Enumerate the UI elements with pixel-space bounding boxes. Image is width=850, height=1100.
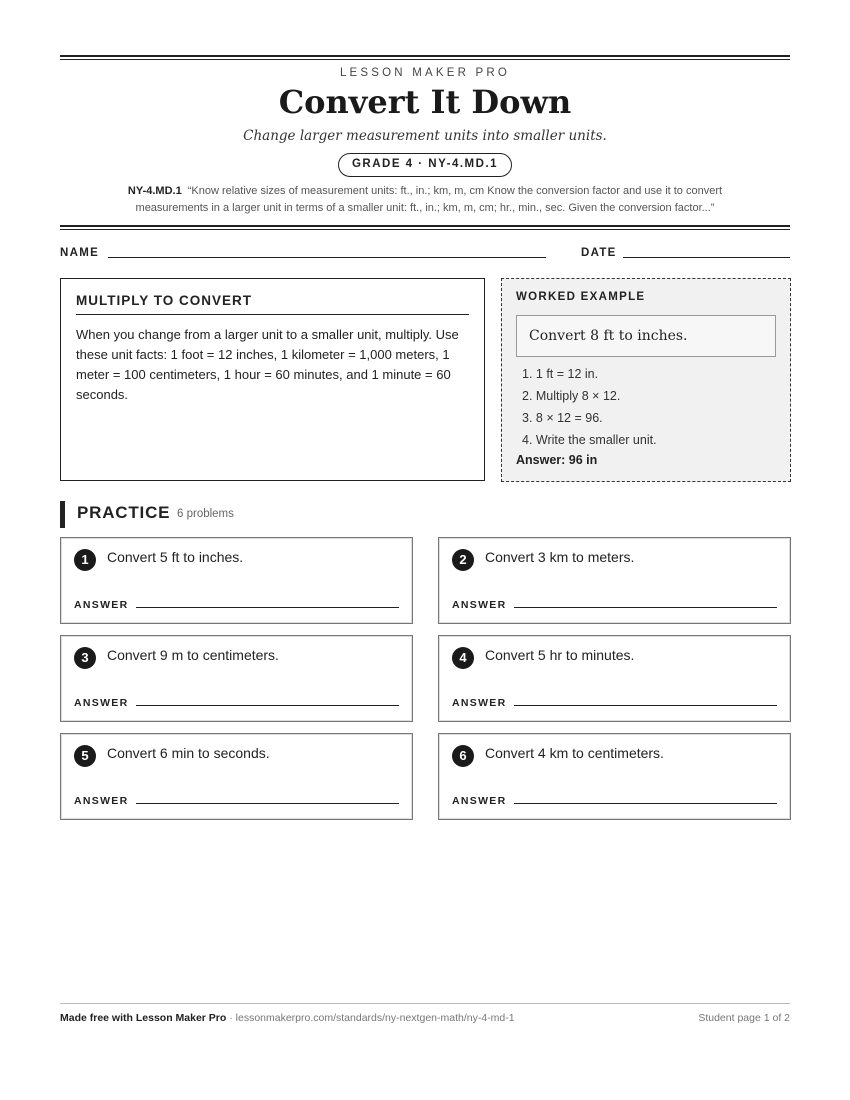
problem-card [438, 537, 791, 624]
answer-label: ANSWER [452, 599, 507, 611]
worked-example-answer: Answer: 96 in [516, 453, 598, 467]
footer-page-number: Student page 1 of 2 [698, 1012, 790, 1024]
answer-label: ANSWER [452, 795, 507, 807]
standard-description [60, 183, 790, 217]
rule-box-text: When you change from a larger unit to a smaller unit, multiply. Use these unit facts: 1 foot = 12 inches, 1 kilometer = 1,000 meters, 1 meter = 100 centimeters, 1 hour = 60 minutes, and 1 minute = 60 seconds. [76, 327, 459, 402]
practice-count: 6 problems [177, 508, 234, 520]
date-label: DATE [581, 247, 617, 259]
answer-field[interactable] [514, 607, 777, 608]
worked-example-step: 4. Write the smaller unit. [522, 433, 657, 447]
worked-example-problem: Convert 8 ft to inches. [516, 315, 776, 357]
page-subtitle: Change larger measurement units into smaller units. [243, 128, 607, 144]
problem-card [60, 733, 413, 820]
answer-field[interactable] [136, 705, 399, 706]
worked-example-step: 2. Multiply 8 × 12. [522, 389, 621, 403]
problem-text: Convert 5 ft to inches. [107, 549, 244, 565]
problem-number: 5 [74, 745, 96, 767]
answer-label: ANSWER [74, 697, 129, 709]
problem-text: Convert 4 km to centimeters. [485, 745, 664, 761]
footer-made-with: Made free with Lesson Maker Pro [60, 1012, 227, 1024]
footer-credit [60, 1012, 515, 1024]
problem-card [438, 733, 791, 820]
practice-heading: PRACTICE [77, 503, 171, 522]
header-bottom-rule [60, 225, 790, 230]
standard-text: “Know relative sizes of measurement units: ft., in.; km, m, cm Know the conversion factor and use it to convert measurements in a larger unit in terms of a smaller unit: ft., in.; km, m, cm; hr., min., sec. Given the conversion factor...” [135, 185, 723, 214]
worked-example-box [501, 278, 791, 482]
worked-example-step: 1. 1 ft = 12 in. [522, 367, 599, 381]
standard-code: NY-4.MD.1 [127, 185, 182, 197]
rule-box-title: MULTIPLY TO CONVERT [76, 293, 469, 315]
answer-label: ANSWER [74, 795, 129, 807]
answer-label: ANSWER [452, 697, 507, 709]
grade-badge: GRADE 4 · NY-4.MD.1 [338, 153, 512, 177]
problem-number: 6 [452, 745, 474, 767]
rule-box [60, 278, 485, 481]
worked-example-title: WORKED EXAMPLE [516, 291, 646, 303]
answer-field[interactable] [136, 607, 399, 608]
problem-text: Convert 3 km to meters. [485, 549, 635, 565]
header-top-rule [60, 55, 790, 60]
problem-number: 2 [452, 549, 474, 571]
footer-url: · lessonmakerpro.com/standards/ny-nextgen-math/ny-4-md-1 [226, 1012, 515, 1024]
answer-field[interactable] [136, 803, 399, 804]
name-field[interactable] [108, 257, 546, 258]
worked-example-step: 3. 8 × 12 = 96. [522, 411, 603, 425]
problem-number: 4 [452, 647, 474, 669]
problem-text: Convert 6 min to seconds. [107, 745, 270, 761]
answer-field[interactable] [514, 705, 777, 706]
footer-rule [60, 1003, 790, 1004]
problem-text: Convert 9 m to centimeters. [107, 647, 279, 663]
worked-example-steps [516, 363, 776, 451]
problem-number: 3 [74, 647, 96, 669]
practice-accent-bar [60, 501, 65, 528]
problem-card [60, 635, 413, 722]
problem-card [60, 537, 413, 624]
problem-card [438, 635, 791, 722]
answer-label: ANSWER [74, 599, 129, 611]
problem-number: 1 [74, 549, 96, 571]
brand-name: LESSON MAKER PRO [339, 67, 511, 79]
problem-text: Convert 5 hr to minutes. [485, 647, 635, 663]
page-title: Convert It Down [278, 83, 572, 121]
name-label: NAME [60, 247, 100, 259]
answer-field[interactable] [514, 803, 777, 804]
date-field[interactable] [623, 257, 790, 258]
